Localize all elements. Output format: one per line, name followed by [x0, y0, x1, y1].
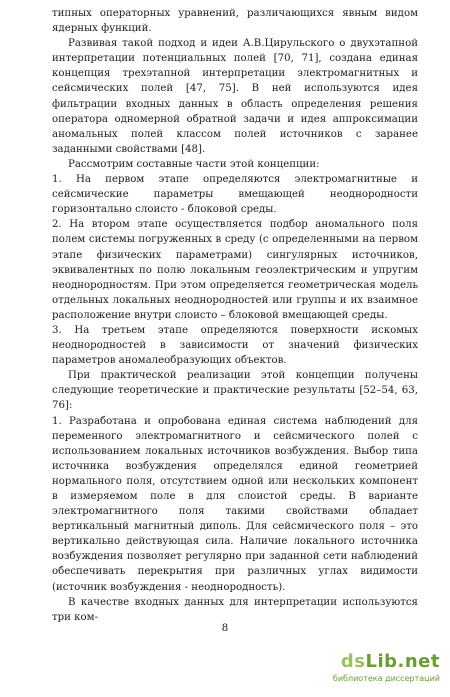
list-item-result-1: 1. Разработана и опробована единая система наблюдений для переменного электромагнитного и сейсмического полей с использованием локальных источников возбуждения. Выбор типа источника возбуждения определялся единой геометрией нормального поля, отсутствием одной или нескольких компонент в измеряемом поле в для слоистой среды. В варианте электромагнитного поля такими свойствами обладает вертикальный магнитный диполь. Для сейсмического поля – это вертикально действующая сила. Наличие локального источника возбуждения позволяет регулярно при заданной сети наблюдений обеспечивать перекрытия при различных углах видимости (источник возбуждения - неоднородность). — [52, 415, 418, 593]
list-item-stage-3: 3. На третьем этапе определяются поверхности искомых неоднородностей в зависимости от значений физических параметров аномалеобразующих объектов. — [52, 324, 418, 367]
paragraph-input-data: В качестве входных данных для интерпретации используются три ком- — [52, 596, 418, 623]
list-item-stage-1: 1. На первом этапе определяются электромагнитные и сейсмические параметры вмещающей неоднородности горизонтально слоисто - блоковой среды. — [52, 174, 418, 216]
paragraph-continuation: типных операторных уравнений, различающихся явным видом ядерных функций. — [52, 8, 418, 35]
body-text — [52, 6, 418, 625]
dslib-logo: dsLib.net — [340, 651, 440, 672]
dslib-watermark[interactable] — [320, 651, 440, 691]
paragraph-components-lead: Рассмотрим составные части этой концепции: — [68, 158, 320, 170]
dslib-subtitle: библиотека диссертаций — [332, 674, 440, 683]
paragraph-concept-intro: Развивая такой подход и идеи А.В.Цирульского о двухэтапной интерпретации потенциальных полей [70, 71], создана единая концепция трехэтапной интерпретации электромагнитных и сейсмических полей [47, 75]. В ней используются идея фильтрации входных данных в область определения решения оператора одномерной обратной задачи и идея аппроксимации аномальных полей классом полей источников с заранее заданными свойствами [48]. — [52, 38, 418, 155]
page-number: 8 — [221, 622, 229, 634]
paragraph-results-lead: При практической реализации этой концепции получены следующие теоретические и практические результаты [52–54, 63, 76]: — [52, 370, 418, 412]
list-item-stage-2: 2. На втором этапе осуществляется подбор аномального поля полем системы погруженных в среду (с определенными на первом этапе физических параметрами) сингулярных источников, эквивалентных по полю локальным геоэлектрическим и упругим неоднородностям. При этом определяется геометрическая модель отдельных локальных неоднородностей или группы и их взаимное расположение внутри слоисто – блоковой вмещающей среды. — [52, 219, 418, 321]
